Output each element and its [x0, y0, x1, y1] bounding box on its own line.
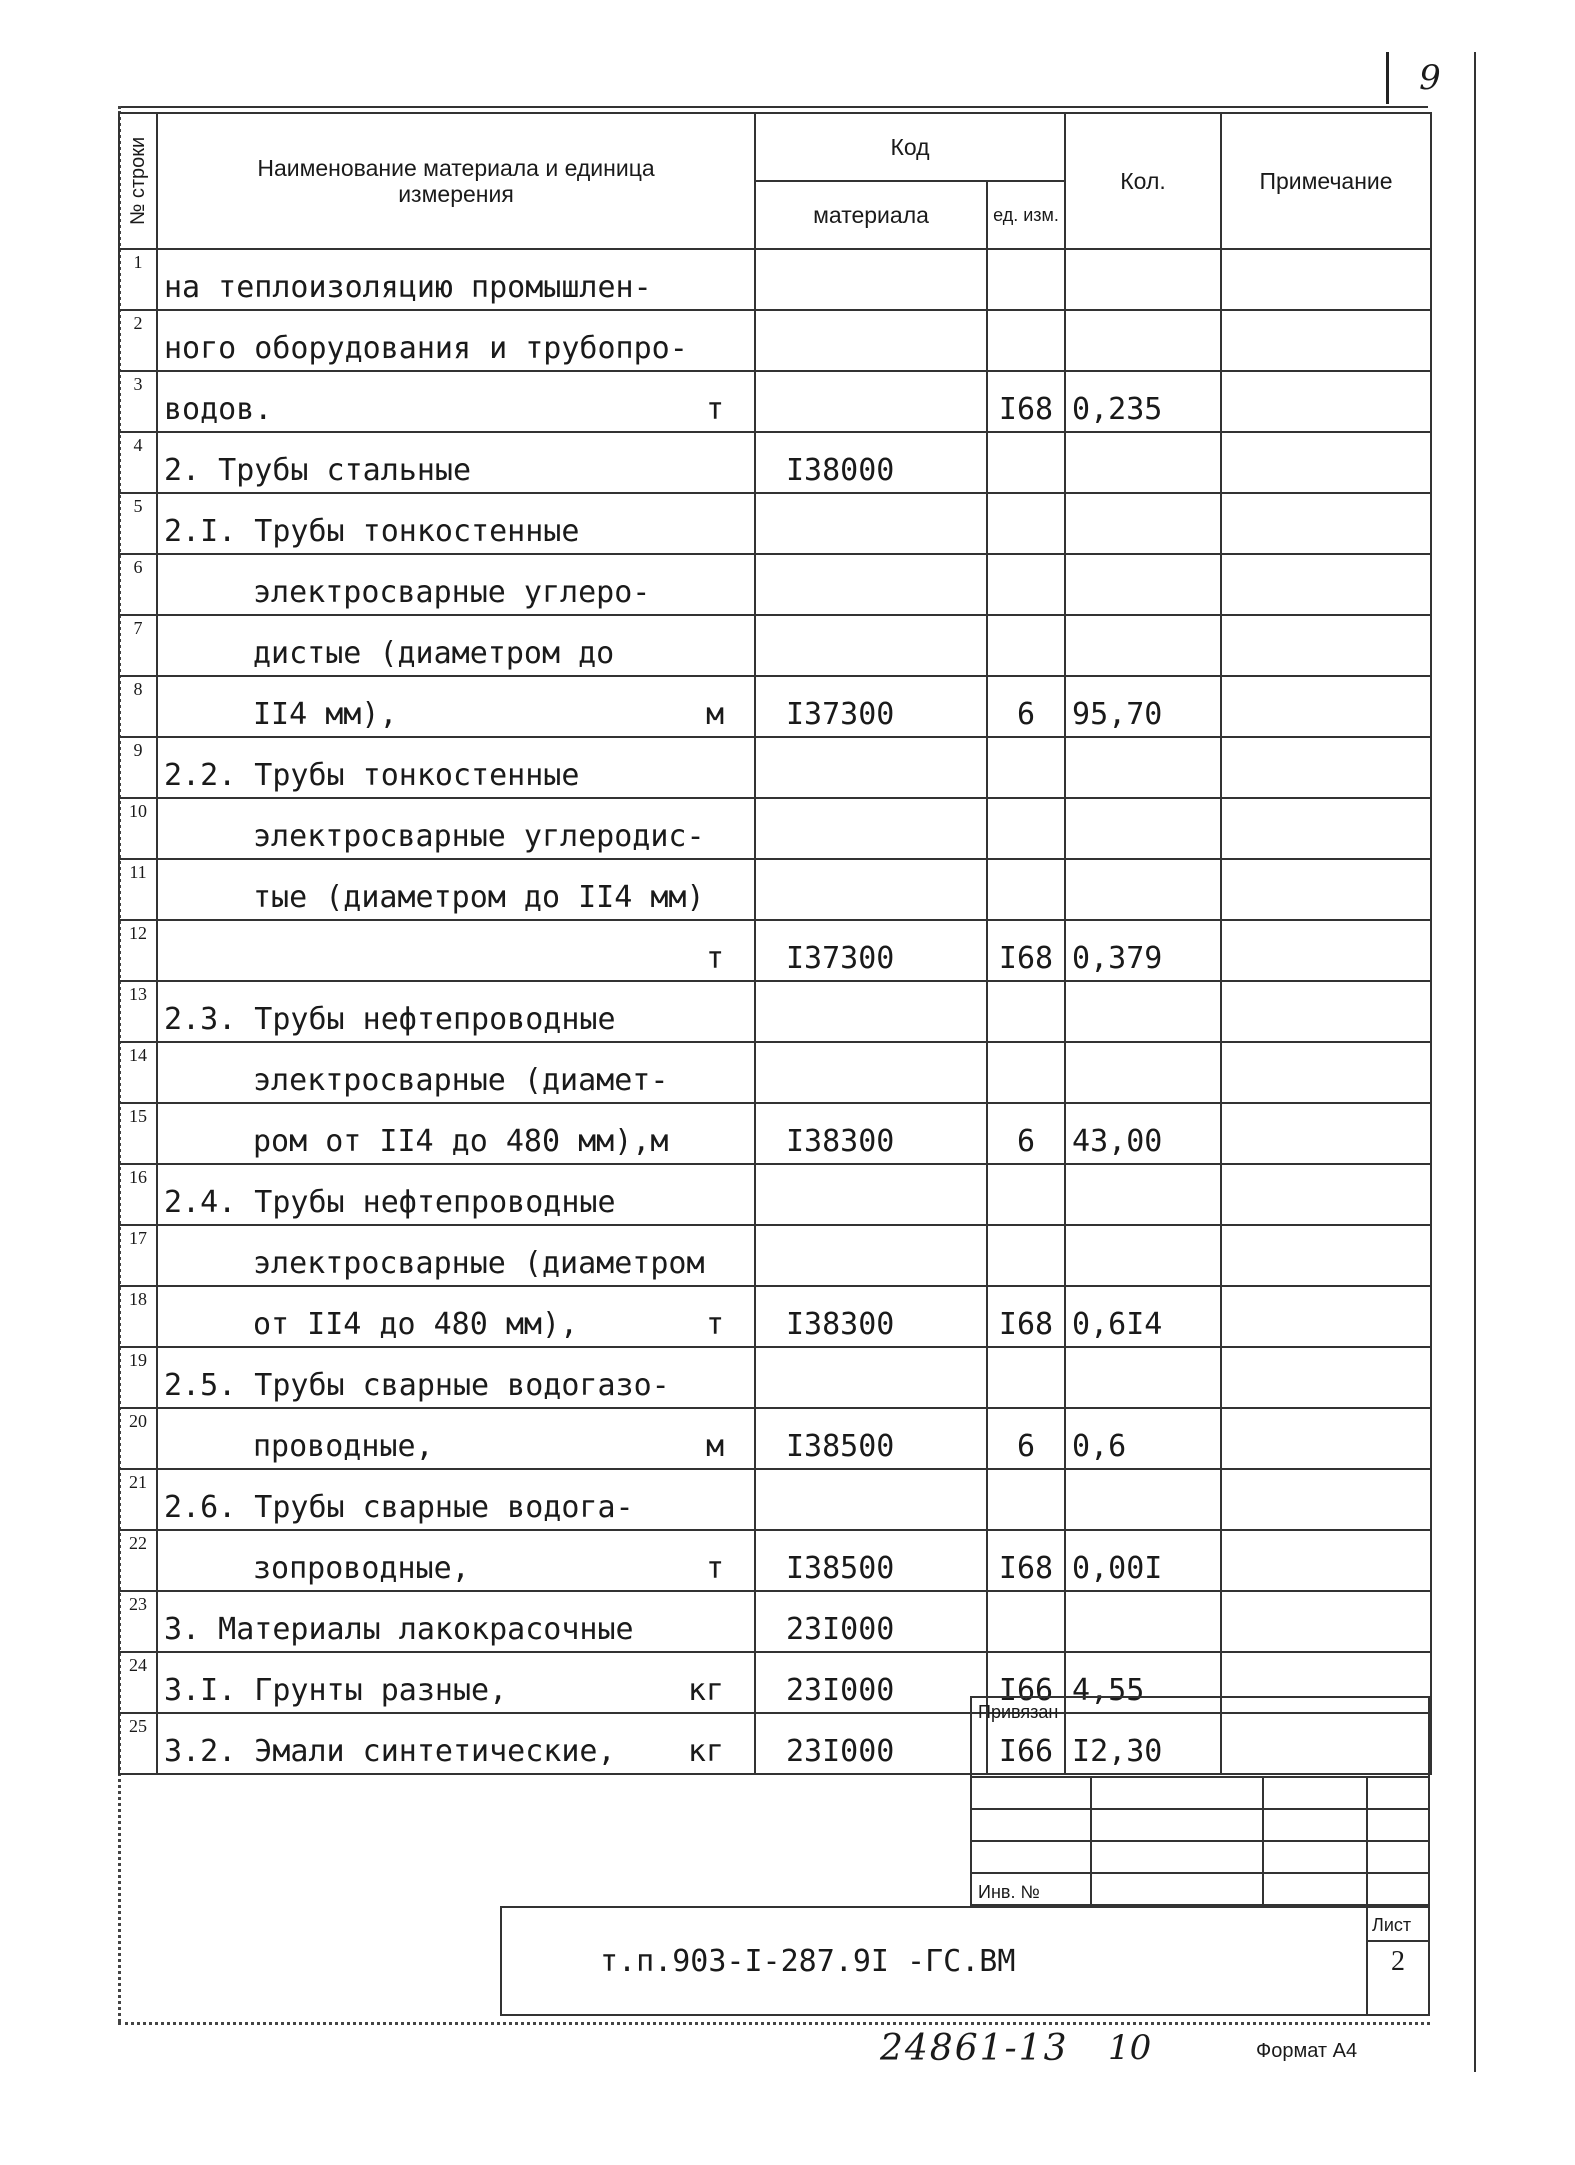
row-number: 12: [119, 920, 157, 981]
row-note: [1221, 1103, 1431, 1164]
row-number: 16: [119, 1164, 157, 1225]
row-unit-code: I68: [987, 1530, 1065, 1591]
row-material-code: [755, 737, 987, 798]
table-row: [119, 310, 1431, 371]
row-name: [157, 1103, 755, 1164]
row-unit-of-measure: м: [705, 697, 724, 732]
table-row: [119, 1225, 1431, 1286]
table-row: [119, 1530, 1431, 1591]
row-name: [157, 615, 755, 676]
row-quantity: [1065, 310, 1221, 371]
row-material-code: [755, 310, 987, 371]
row-number: 24: [119, 1652, 157, 1713]
row-unit-code: [987, 1347, 1065, 1408]
row-material-code: 23I000: [755, 1713, 987, 1774]
format-label: Формат А4: [1256, 2040, 1358, 2062]
row-name-text: водов.: [164, 392, 273, 427]
row-quantity: 95,70: [1065, 676, 1221, 737]
row-note: [1221, 1469, 1431, 1530]
table-row: [119, 737, 1431, 798]
row-name-text: 2. Трубы стальные: [164, 453, 472, 488]
row-unit-code: [987, 798, 1065, 859]
row-note: [1221, 432, 1431, 493]
row-name-text: электросварные (диамет-: [253, 1063, 669, 1098]
sheet-label: Лист: [1372, 1915, 1412, 1935]
row-name-text: 2.6. Трубы сварные водога-: [164, 1490, 634, 1525]
row-unit-code: 6: [987, 1103, 1065, 1164]
stamp-vline-2: [1262, 1776, 1264, 1906]
row-name: [157, 1408, 755, 1469]
stamp-line-3: [970, 1840, 1430, 1842]
table-row: [119, 615, 1431, 676]
table-row: [119, 1591, 1431, 1652]
row-unit-code: 6: [987, 676, 1065, 737]
stamp-vline-3: [1366, 1776, 1368, 1906]
row-note: [1221, 1530, 1431, 1591]
row-number: 13: [119, 981, 157, 1042]
row-material-code: I38500: [755, 1408, 987, 1469]
table-row: [119, 1408, 1431, 1469]
row-unit-code: [987, 554, 1065, 615]
row-name-text: дистые (диаметром до: [253, 636, 615, 671]
row-name: [157, 737, 755, 798]
stamp-vline-1: [1090, 1776, 1092, 1906]
row-number: 22: [119, 1530, 157, 1591]
row-name: [157, 1286, 755, 1347]
row-note: [1221, 1164, 1431, 1225]
row-name-text: 2.2. Трубы тонкостенные: [164, 758, 580, 793]
row-name: [157, 1713, 755, 1774]
frame-bottom-line: [118, 2022, 1430, 2025]
row-material-code: [755, 1347, 987, 1408]
row-quantity: [1065, 981, 1221, 1042]
row-name: [157, 920, 755, 981]
table-row: [119, 920, 1431, 981]
row-name-text: 2.4. Трубы нефтепроводные: [164, 1185, 616, 1220]
sheet-divider: [1366, 1906, 1368, 2016]
row-name: [157, 1347, 755, 1408]
stamp-line-4: [970, 1872, 1430, 1874]
row-number: 15: [119, 1103, 157, 1164]
row-number: 25: [119, 1713, 157, 1774]
row-unit-code: [987, 432, 1065, 493]
row-number: 14: [119, 1042, 157, 1103]
row-name-text: зопроводные,: [253, 1551, 470, 1586]
table-row: [119, 554, 1431, 615]
row-name: [157, 1530, 755, 1591]
row-note: [1221, 737, 1431, 798]
row-number: 18: [119, 1286, 157, 1347]
row-note: [1221, 1347, 1431, 1408]
row-material-code: 23I000: [755, 1591, 987, 1652]
row-quantity: 0,379: [1065, 920, 1221, 981]
header-unit: ед. изм.: [987, 181, 1065, 249]
row-unit-of-measure: т: [705, 941, 724, 976]
row-name-text: электросварные углеродис-: [253, 819, 705, 854]
table-row: [119, 798, 1431, 859]
row-unit-of-measure: м: [705, 1429, 724, 1464]
row-number: 9: [119, 737, 157, 798]
row-quantity: 43,00: [1065, 1103, 1221, 1164]
row-unit-of-measure: т: [705, 1551, 724, 1586]
header-note: Примечание: [1221, 113, 1431, 249]
row-quantity: 4,55: [1065, 1652, 1221, 1713]
row-note: [1221, 676, 1431, 737]
row-quantity: 0,235: [1065, 371, 1221, 432]
row-note: [1221, 859, 1431, 920]
row-name-text: 3.2. Эмали синтетические,: [164, 1734, 616, 1769]
row-quantity: I2,30: [1065, 1713, 1221, 1774]
row-name-text: электросварные (диаметром: [253, 1246, 705, 1281]
row-number: 23: [119, 1591, 157, 1652]
row-unit-code: I66: [987, 1713, 1065, 1774]
row-material-code: I38000: [755, 432, 987, 493]
row-name: [157, 249, 755, 310]
row-name-text: 3.I. Грунты разные,: [164, 1673, 508, 1708]
row-name: [157, 1591, 755, 1652]
row-material-code: 23I000: [755, 1652, 987, 1713]
row-name-text: 2.5. Трубы сварные водогазо-: [164, 1368, 670, 1403]
row-material-code: [755, 615, 987, 676]
row-unit-code: [987, 1042, 1065, 1103]
row-unit-of-measure: т: [705, 392, 724, 427]
row-material-code: [755, 859, 987, 920]
row-name: [157, 1469, 755, 1530]
table-row: [119, 859, 1431, 920]
row-material-code: [755, 1225, 987, 1286]
table-row: [119, 981, 1431, 1042]
row-note: [1221, 920, 1431, 981]
row-name-text: на теплоизоляцию промышлен-: [164, 270, 652, 305]
row-number: 17: [119, 1225, 157, 1286]
document-code: т.п.903-I-287.9I -ГС.ВМ: [600, 1944, 1016, 1979]
stamp-line-1: [970, 1776, 1430, 1778]
row-unit-code: [987, 981, 1065, 1042]
table-row: [119, 1164, 1431, 1225]
table-row: [119, 371, 1431, 432]
table-row: [119, 1347, 1431, 1408]
page-number: 9: [1419, 58, 1441, 98]
row-material-code: [755, 798, 987, 859]
header-code: Код: [755, 113, 1065, 181]
row-unit-code: 6: [987, 1408, 1065, 1469]
row-number: 3: [119, 371, 157, 432]
row-note: [1221, 1225, 1431, 1286]
row-note: [1221, 554, 1431, 615]
row-quantity: 0,6: [1065, 1408, 1221, 1469]
row-name-text: тые (диаметром до II4 мм): [253, 880, 705, 915]
row-quantity: [1065, 859, 1221, 920]
row-quantity: [1065, 737, 1221, 798]
row-material-code: I37300: [755, 920, 987, 981]
row-quantity: [1065, 1164, 1221, 1225]
table-row: [119, 1286, 1431, 1347]
row-name-text: от II4 до 480 мм),: [253, 1307, 579, 1342]
page-number-divider: [1386, 52, 1389, 104]
row-name-text: 3. Материалы лакокрасочные: [164, 1612, 634, 1647]
row-material-code: [755, 249, 987, 310]
table-row: [119, 1042, 1431, 1103]
row-note: [1221, 1591, 1431, 1652]
row-unit-code: I68: [987, 1286, 1065, 1347]
row-note: [1221, 249, 1431, 310]
row-number: 19: [119, 1347, 157, 1408]
row-unit-code: [987, 249, 1065, 310]
row-name-text: II4 мм),: [253, 697, 398, 732]
inventory-label: Инв. №: [978, 1882, 1040, 1902]
row-note: [1221, 1286, 1431, 1347]
row-number: 5: [119, 493, 157, 554]
row-material-code: I38500: [755, 1530, 987, 1591]
table-row: [119, 1469, 1431, 1530]
linked-stamp-block: [970, 1696, 1430, 1906]
row-material-code: [755, 1042, 987, 1103]
row-material-code: I37300: [755, 676, 987, 737]
row-quantity: [1065, 1591, 1221, 1652]
row-quantity: [1065, 798, 1221, 859]
row-material-code: [755, 1469, 987, 1530]
row-name: [157, 1225, 755, 1286]
row-number: 7: [119, 615, 157, 676]
row-name: [157, 310, 755, 371]
row-quantity: [1065, 554, 1221, 615]
row-material-code: [755, 554, 987, 615]
row-number: 21: [119, 1469, 157, 1530]
row-number: 20: [119, 1408, 157, 1469]
row-quantity: [1065, 1042, 1221, 1103]
sheet-label-line: [1366, 1940, 1430, 1942]
row-material-code: [755, 371, 987, 432]
row-name: [157, 1042, 755, 1103]
row-name: [157, 859, 755, 920]
row-unit-code: [987, 1591, 1065, 1652]
row-name-text: ром от II4 до 480 мм),м: [253, 1124, 669, 1159]
row-name-text: проводные,: [253, 1429, 434, 1464]
header-name: Наименование материала и единица измерения: [157, 113, 755, 249]
row-number: 6: [119, 554, 157, 615]
row-unit-code: [987, 615, 1065, 676]
row-note: [1221, 371, 1431, 432]
table-row: [119, 432, 1431, 493]
row-quantity: [1065, 1347, 1221, 1408]
row-material-code: [755, 493, 987, 554]
row-unit-of-measure: т: [705, 1307, 724, 1342]
row-quantity: [1065, 432, 1221, 493]
row-name: [157, 1652, 755, 1713]
row-name: [157, 798, 755, 859]
header-qty: Кол.: [1065, 113, 1221, 249]
frame-top-line: [118, 106, 1428, 108]
row-material-code: I38300: [755, 1103, 987, 1164]
inventory-number: 24861-13: [880, 2028, 1069, 2069]
row-unit-code: I66: [987, 1652, 1065, 1713]
sheet-number: 2: [1391, 1946, 1405, 1977]
row-quantity: [1065, 493, 1221, 554]
table-body: [119, 249, 1431, 1774]
row-note: [1221, 1408, 1431, 1469]
row-name-text: 2.I. Трубы тонкостенные: [164, 514, 580, 549]
row-name: [157, 1164, 755, 1225]
table-row: [119, 493, 1431, 554]
row-unit-code: I68: [987, 371, 1065, 432]
row-name-text: 2.3. Трубы нефтепроводные: [164, 1002, 616, 1037]
row-quantity: 0,6I4: [1065, 1286, 1221, 1347]
row-number: 11: [119, 859, 157, 920]
row-material-code: [755, 1164, 987, 1225]
row-quantity: [1065, 615, 1221, 676]
stamp-line-2: [970, 1808, 1430, 1810]
row-unit-code: [987, 310, 1065, 371]
row-unit-code: [987, 1225, 1065, 1286]
row-name: [157, 981, 755, 1042]
row-note: [1221, 981, 1431, 1042]
row-number: 2: [119, 310, 157, 371]
row-material-code: I38300: [755, 1286, 987, 1347]
row-quantity: 0,00I: [1065, 1530, 1221, 1591]
frame-right-line: [1474, 52, 1476, 2072]
header-line-number: № строки: [119, 113, 157, 249]
row-name: [157, 554, 755, 615]
row-note: [1221, 493, 1431, 554]
row-note: [1221, 1042, 1431, 1103]
row-number: 8: [119, 676, 157, 737]
row-unit-code: [987, 493, 1065, 554]
row-unit-code: [987, 737, 1065, 798]
row-material-code: [755, 981, 987, 1042]
materials-table: [118, 112, 1432, 1775]
page-copy-number: 10: [1108, 2028, 1152, 2068]
row-quantity: [1065, 1469, 1221, 1530]
row-unit-code: I68: [987, 920, 1065, 981]
row-number: 4: [119, 432, 157, 493]
table-row: [119, 676, 1431, 737]
table-row: [119, 1103, 1431, 1164]
table-row: [119, 249, 1431, 310]
row-name-text: ного оборудования и трубопро-: [164, 331, 688, 366]
row-note: [1221, 310, 1431, 371]
row-name: [157, 676, 755, 737]
row-unit-of-measure: кг: [687, 1673, 724, 1708]
row-unit-code: [987, 1469, 1065, 1530]
row-quantity: [1065, 249, 1221, 310]
row-number: 1: [119, 249, 157, 310]
row-quantity: [1065, 1225, 1221, 1286]
row-number: 10: [119, 798, 157, 859]
row-note: [1221, 615, 1431, 676]
row-name: [157, 432, 755, 493]
linked-label: Привязан: [978, 1702, 1059, 1722]
row-name: [157, 371, 755, 432]
row-name-text: электросварные углеро-: [253, 575, 651, 610]
header-material: материала: [755, 181, 987, 249]
row-note: [1221, 798, 1431, 859]
row-unit-code: [987, 859, 1065, 920]
row-name: [157, 493, 755, 554]
row-unit-of-measure: кг: [687, 1734, 724, 1769]
row-unit-code: [987, 1164, 1065, 1225]
